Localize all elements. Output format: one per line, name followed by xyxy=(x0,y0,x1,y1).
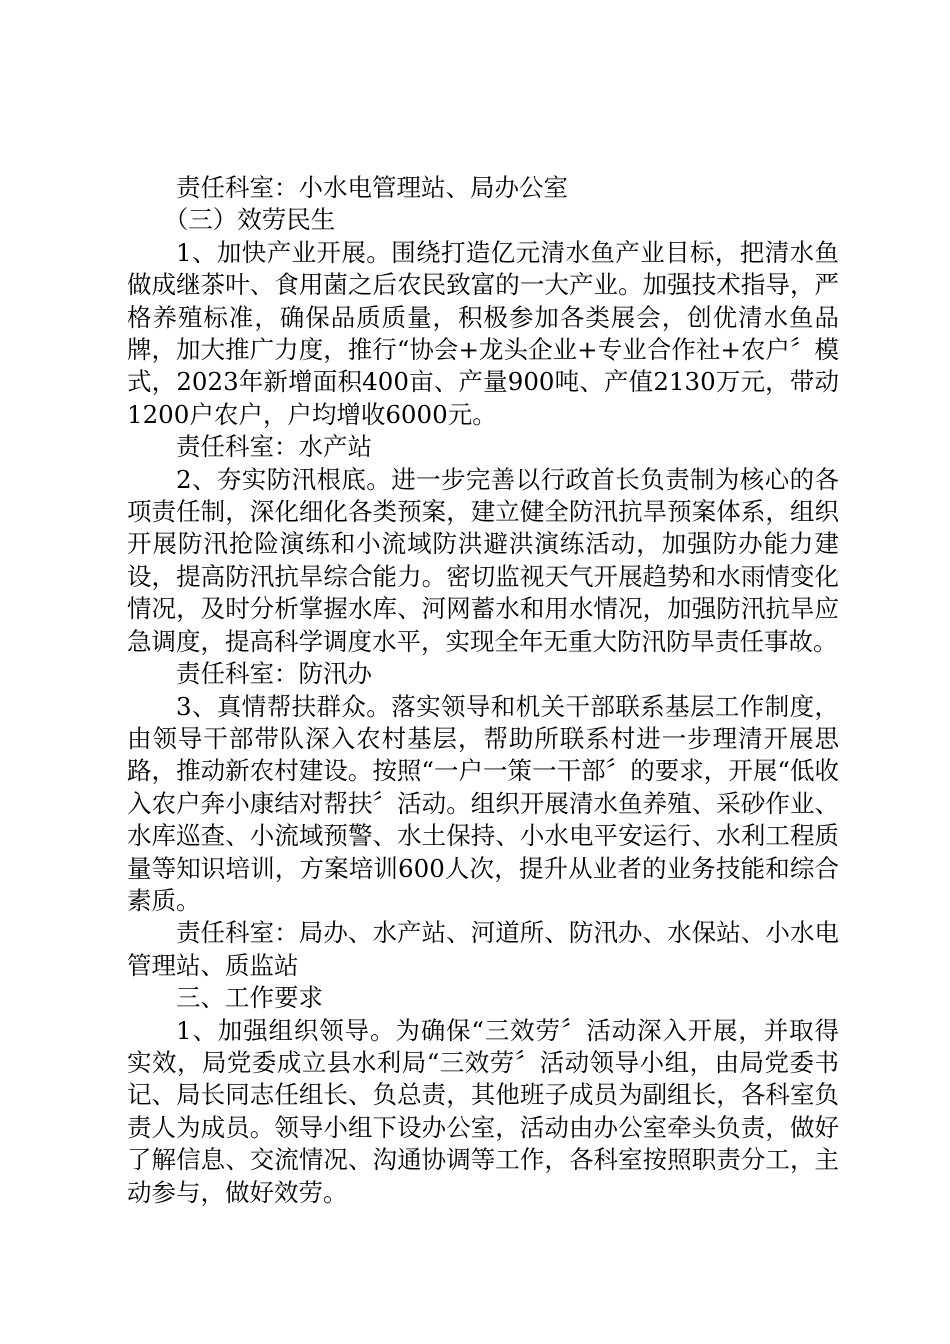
responsible-office-line: 责任科室：水产站 xyxy=(176,432,372,462)
responsible-office-line: 责任科室：防汛办 xyxy=(176,659,372,689)
section-heading: （三）效劳民生 xyxy=(163,205,336,235)
body-paragraph: 1、加强组织领导。为确保“三效劳〞活动深入开展，并取得实效，局党委成立县水利局“三效劳〞活动领导小组，由局党委书记、局长同志任组长、负总责，其他班子成员为副组长，各科室负责人为成员。领导小组下设办公室，活动由办公室牵头负责，做好了解信息、交流情况、沟通协调等工作，各科室按照职责分工，主动参与，做好效劳。 xyxy=(127,1015,839,1207)
section-heading: 三、工作要求 xyxy=(176,983,323,1013)
responsible-office-line: 责任科室：小水电管理站、局办公室 xyxy=(176,173,568,202)
body-paragraph: 3、真情帮扶群众。落实领导和机关干部联系基层工作制度，由领导干部带队深入农村基层，帮助所联系村进一步理清开展思路，推动新农村建设。按照“一户一策一干部〞的要求，开展“低收入农户奔小康结对帮扶〞活动。组织开展清水鱼养殖、采砂作业、水库巡查、小流域预警、水土保持、小水电平安运行、水利工程质量等知识培训，方案培训600人次，提升从业者的业务技能和综合素质。 xyxy=(127,691,839,915)
responsible-office-line: 责任科室：局办、水产站、河道所、防汛办、水保站、小水电管理站、质监站 xyxy=(127,918,839,980)
document-body xyxy=(127,172,839,1209)
body-paragraph: 2、夯实防汛根底。进一步完善以行政首长负责制为核心的各项责任制，深化细化各类预案，建立健全防汛抗旱预案体系，组织开展防汛抢险演练和小流域防洪避洪演练活动，加强防办能力建设，提高防汛抗旱综合能力。密切监视天气开展趋势和水雨情变化情况，及时分析掌握水库、河网蓄水和用水情况，加强防汛抗旱应急调度，提高科学调度水平，实现全年无重大防汛防旱责任事故。 xyxy=(127,464,839,656)
body-paragraph: 1、加快产业开展。围绕打造亿元清水鱼产业目标，把清水鱼做成继茶叶、食用菌之后农民致富的一大产业。加强技术指导，严格养殖标准，确保品质质量，积极参加各类展会，创优清水鱼品牌，加大推广力度，推行“协会+龙头企业+专业合作社+农户〞模式，2023年新增面积400亩、产量900吨、产值2130万元，带动1200户农户，户均增收6000元。 xyxy=(127,237,839,429)
